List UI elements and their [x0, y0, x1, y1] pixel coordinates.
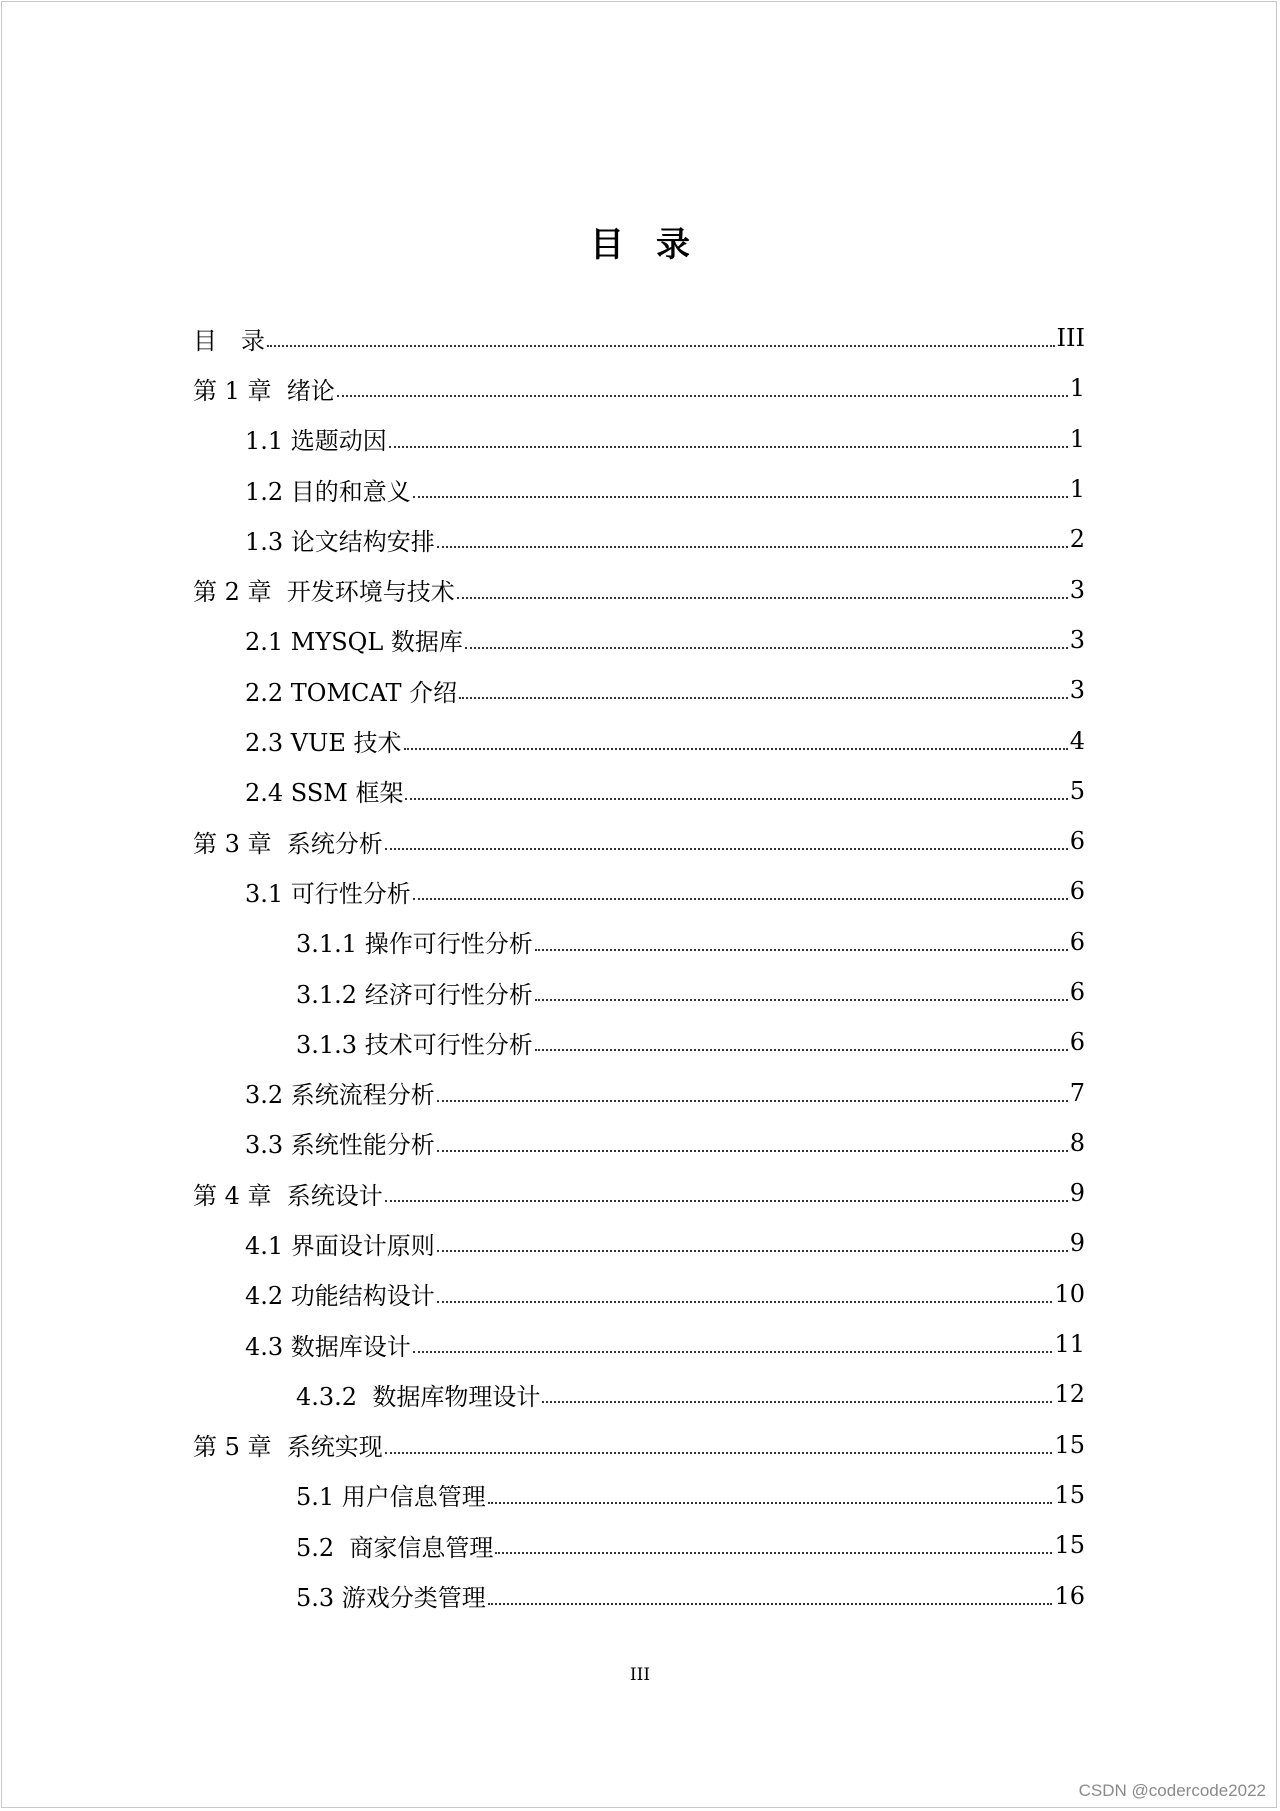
toc-entry[interactable] [0, 766, 1280, 816]
toc-entry-page: 4 [1069, 726, 1085, 755]
toc-entry-page: 6 [1069, 927, 1085, 956]
toc-entry-label: 2.1 MYSQL 数据库 [245, 628, 463, 657]
toc-title: 目录 [590, 225, 722, 265]
dot-leader [437, 546, 1068, 548]
watermark: CSDN @codercode2022 [1078, 1781, 1266, 1800]
toc-entry-page: 9 [1069, 1229, 1085, 1258]
toc-entry-page: 3 [1069, 676, 1085, 705]
dot-leader [267, 345, 1055, 347]
toc-entry-page: 11 [1054, 1330, 1085, 1359]
toc-entry[interactable] [0, 514, 1280, 564]
toc-entry[interactable] [0, 665, 1280, 715]
toc-entry-label: 5.2 商家信息管理 [296, 1533, 494, 1562]
dot-leader [457, 597, 1068, 599]
dot-leader [465, 647, 1068, 649]
toc-entry-page: 1 [1069, 424, 1085, 453]
dot-leader [385, 1200, 1068, 1202]
toc-entry-page: 15 [1054, 1531, 1085, 1560]
toc-entry-label: 第 1 章 绪论 [193, 376, 335, 405]
toc-entry-label: 第 4 章 系统设计 [193, 1181, 383, 1210]
toc-entry[interactable] [0, 1470, 1280, 1520]
toc-entry-page: 5 [1069, 776, 1085, 805]
toc-entry-label: 2.2 TOMCAT 介绍 [245, 678, 458, 707]
toc-entry-page: 10 [1054, 1279, 1085, 1308]
toc-entry[interactable] [0, 1017, 1280, 1067]
toc-entry-page: 6 [1069, 827, 1085, 856]
dot-leader [459, 697, 1068, 699]
toc-entry-label: 3.1.1 操作可行性分析 [296, 930, 533, 959]
toc-entry-label: 3.3 系统性能分析 [245, 1131, 435, 1160]
toc-entry[interactable] [0, 1118, 1280, 1168]
toc-entry-page: III [1056, 324, 1085, 353]
dot-leader [488, 1502, 1053, 1504]
toc-entry-label: 5.3 游戏分类管理 [296, 1584, 486, 1613]
dot-leader [405, 798, 1067, 800]
toc-entry-label: 3.2 系统流程分析 [245, 1081, 435, 1110]
toc-entry-label: 3.1 可行性分析 [245, 879, 411, 908]
toc-entry[interactable] [0, 313, 1280, 363]
toc-entry-page: 9 [1069, 1179, 1085, 1208]
toc-entry-label: 第 2 章 开发环境与技术 [193, 578, 455, 607]
toc-entry-label: 第 5 章 系统实现 [193, 1433, 383, 1462]
toc-entry-label: 1.2 目的和意义 [245, 477, 411, 506]
toc-entry-label: 5.1 用户信息管理 [296, 1483, 486, 1512]
dot-leader [437, 1100, 1068, 1102]
toc-entry-page: 6 [1069, 1028, 1085, 1057]
toc-entry-page: 15 [1054, 1480, 1085, 1509]
dot-leader [437, 1301, 1053, 1303]
toc-entry[interactable] [0, 1067, 1280, 1117]
toc-entry-page: 6 [1069, 877, 1085, 906]
toc-entry-label: 4.1 界面设计原则 [245, 1231, 435, 1260]
dot-leader [385, 1452, 1053, 1454]
toc-entry-label: 4.2 功能结构设计 [245, 1282, 435, 1311]
toc-entry[interactable] [0, 715, 1280, 765]
dot-leader [535, 949, 1068, 951]
toc-entry[interactable] [0, 1369, 1280, 1419]
dot-leader [337, 395, 1068, 397]
toc-entry[interactable] [0, 414, 1280, 464]
toc-entry-label: 1.1 选题动因 [245, 427, 387, 456]
dot-leader [385, 848, 1068, 850]
dot-leader [413, 898, 1068, 900]
toc-entry-page: 6 [1069, 978, 1085, 1006]
toc-entry[interactable] [0, 1218, 1280, 1268]
toc-entry[interactable] [0, 1168, 1280, 1218]
toc-entry-label: 3.1.2 经济可行性分析 [296, 980, 533, 1009]
toc-entry[interactable] [0, 816, 1280, 866]
dot-leader [542, 1401, 1052, 1403]
toc-entry[interactable] [0, 564, 1280, 614]
toc-entry-page: 1 [1069, 374, 1085, 403]
toc-entry-label: 4.3 数据库设计 [245, 1332, 411, 1361]
toc-entry[interactable] [0, 363, 1280, 413]
toc-entry[interactable] [0, 615, 1280, 665]
toc-entry-label: 第 3 章 系统分析 [193, 829, 383, 858]
toc-entry-page: 8 [1069, 1128, 1085, 1157]
toc-entry-label: 2.3 VUE 技术 [245, 729, 402, 758]
toc-entry[interactable] [0, 1420, 1280, 1470]
toc-entry[interactable] [0, 917, 1280, 967]
toc-entry-label: 目 录 [193, 326, 265, 355]
dot-leader [535, 1049, 1068, 1051]
dot-leader [495, 1552, 1052, 1554]
toc-entry[interactable] [0, 1319, 1280, 1369]
toc-entry-page: 2 [1069, 525, 1085, 554]
toc-entry-page: 1 [1069, 475, 1085, 504]
toc-entry-page: 16 [1054, 1581, 1085, 1610]
toc-entry-label: 1.3 论文结构安排 [245, 527, 435, 556]
dot-leader [437, 1250, 1068, 1252]
dot-leader [437, 1150, 1068, 1152]
toc-list [0, 313, 1280, 1621]
dot-leader [488, 1603, 1053, 1605]
toc-entry[interactable] [0, 464, 1280, 514]
toc-entry[interactable] [0, 866, 1280, 916]
toc-entry[interactable] [0, 967, 1280, 1017]
toc-entry[interactable] [0, 1269, 1280, 1319]
toc-entry-page: 12 [1054, 1380, 1085, 1409]
toc-entry-page: 3 [1069, 625, 1085, 654]
dot-leader [389, 446, 1068, 448]
dot-leader [413, 496, 1068, 498]
toc-entry-label: 2.4 SSM 框架 [245, 779, 404, 808]
dot-leader [404, 748, 1068, 750]
toc-entry[interactable] [0, 1570, 1280, 1620]
page-number: III [629, 1665, 651, 1685]
toc-entry-label: 3.1.3 技术可行性分析 [296, 1030, 533, 1059]
toc-entry-page: 7 [1069, 1078, 1085, 1107]
toc-entry[interactable] [0, 1520, 1280, 1570]
dot-leader [413, 1351, 1053, 1353]
toc-entry-page: 15 [1054, 1430, 1085, 1459]
dot-leader [535, 999, 1068, 1001]
toc-entry-label: 4.3.2 数据库物理设计 [296, 1382, 541, 1411]
toc-entry-page: 3 [1069, 575, 1085, 604]
